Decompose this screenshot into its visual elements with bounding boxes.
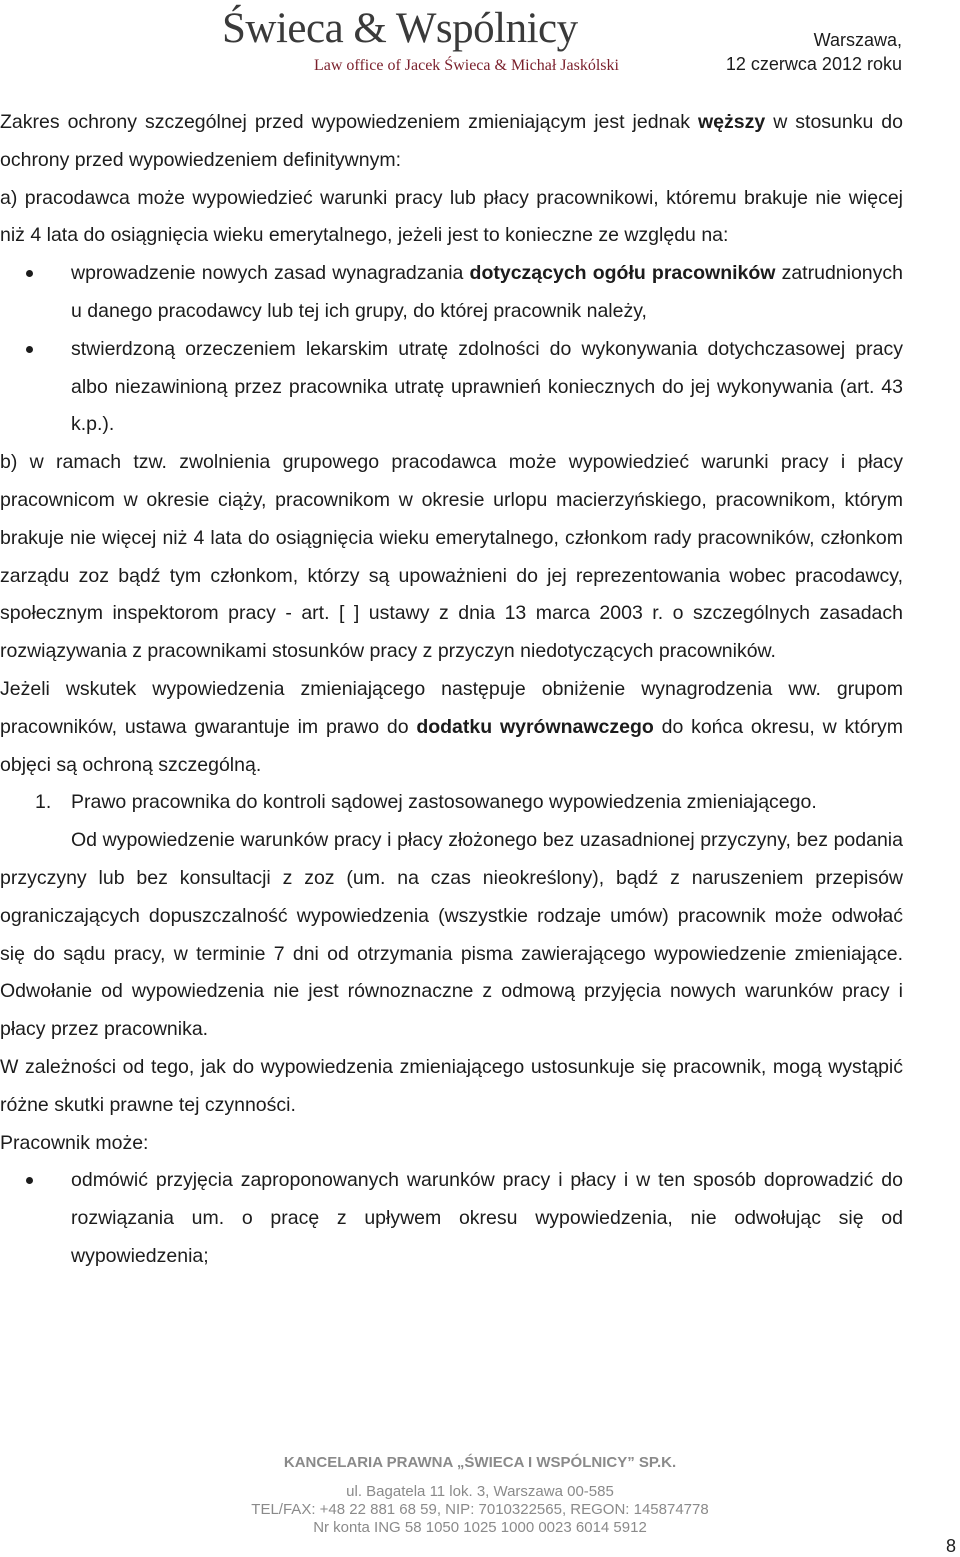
footer-contact: TEL/FAX: +48 22 881 68 59, NIP: 7010322565, REGON: 145874778 bbox=[251, 1501, 709, 1518]
footer-company-name: KANCELARIA PRAWNA „ŚWIECA I WSPÓLNICY” SP.K. bbox=[283, 1454, 677, 1471]
paragraph-point-b: b) w ramach tzw. zwolnienia grupowego pracodawca może wypowiedzieć warunki pracy i płacy pracownicom w okresie ciąży, pracownikom w okresie urlopu macierzyńskiego, pracownikom, którym brakuje nie więcej niż 4 lata do osiągnięcia wieku emerytalnego, członkom rady pracowników, członkom zarządu zoz bądź tym członkom, którzy są upoważnieni do jej reprezentowania wobec pracodawcy, społecznym inspektorom pracy - art. [ ] ustawy z dnia 13 marca 2003 r. o szczególnych zasadach rozwiązywania z pracownikami stosunków pracy z przyczyn niedotyczących pracowników. bbox=[0, 451, 903, 663]
heading-text: Prawo pracownika do kontroli sądowej zastosowanego wypowiedzenia zmieniającego. bbox=[71, 791, 817, 814]
numbered-heading bbox=[0, 784, 903, 822]
footer-address: ul. Bagatela 11 lok. 3, Warszawa 00-585 bbox=[346, 1483, 614, 1500]
paragraph-consequences: W zależności od tego, jak do wypowiedzenia zmieniającego ustosunkuje się pracownik, mogą wystąpić różne skutki prawne tej czynności. bbox=[0, 1055, 903, 1116]
text-span: Jeżeli wskutek wypowiedzenia zmieniającego następuje obniżenie wynagrodzenia ww. grupom pracowników, ustawa gwarantuje im prawo do bbox=[0, 677, 903, 738]
heading-number: 1. bbox=[35, 791, 52, 814]
footer-bank-account: Nr konta ING 58 1050 1025 1000 0023 6014 5912 bbox=[313, 1519, 647, 1536]
logo-subtitle: Law office of Jacek Świeca & Michał Jaskólski bbox=[314, 57, 619, 74]
paragraph-appeal: Od wypowiedzenie warunków pracy i płacy złożonego bez uzasadnionej przyczyny, bez podania przyczyny lub bez konsultacji z zoz (um. na czas nieokreślony), bądź z naruszeniem przepisów ograniczających dopuszczalność wypowiedzenia (wszystkie rodzaje umów) pracownik może odwołać się do sądu pracy, w terminie 7 dni od otrzymania pisma zawierającego wypowiedzenie zmieniające. Odwołanie od wypowiedzenia nie jest równoznaczne z odmową przyjęcia nowych warunków pracy i płacy przez pracownika. bbox=[0, 829, 903, 1041]
text-span: w stosunku do ochrony przed wypowiedzeniem definitywnym: bbox=[0, 111, 904, 171]
emphasis: dodatku wyrównawczego bbox=[416, 715, 654, 738]
text-span: zatrudnionych u danego pracodawcy lub tej ich grupy, do której pracownik należy, bbox=[71, 262, 904, 322]
paragraph-compensation bbox=[0, 671, 903, 784]
text-span: Zakres ochrony szczególnej przed wypowiedzeniem zmieniającym jest jednak bbox=[0, 111, 698, 133]
bullet-item bbox=[0, 1162, 903, 1275]
emphasis: dotyczących ogółu pracowników bbox=[469, 262, 776, 285]
document-body bbox=[0, 104, 903, 1276]
bullet-icon bbox=[26, 270, 33, 277]
paragraph-employee-may: Pracownik może: bbox=[0, 1131, 149, 1154]
document-place: Warszawa, bbox=[813, 30, 902, 50]
bullet-icon bbox=[26, 1177, 33, 1184]
paragraph-point-a: a) pracodawca może wypowiedzieć warunki pracy lub płacy pracownikowi, któremu brakuje nie więcej niż 4 lata do osiągnięcia wieku emerytalnego, jeżeli jest to konieczne ze względu na: bbox=[0, 186, 903, 247]
paragraph-scope bbox=[0, 104, 903, 180]
document-date: 12 czerwca 2012 roku bbox=[725, 54, 902, 74]
company-logo bbox=[222, 0, 702, 80]
page-number: 8 bbox=[945, 1536, 956, 1556]
text-span: wprowadzenie nowych zasad wynagradzania bbox=[71, 262, 470, 285]
text-span: stwierdzoną orzeczeniem lekarskim utratę zdolności do wykonywania dotychczasowej pracy albo niezawinioną przez pracownika utratę uprawnień koniecznych do jej wykonywania (art. 43 k.p.). bbox=[71, 337, 903, 436]
emphasis: węższy bbox=[698, 111, 766, 133]
text-span: do końca okresu, w którym objęci są ochroną szczególną. bbox=[0, 715, 903, 776]
bullet-item bbox=[0, 331, 903, 444]
text-span: odmówić przyjęcia zaproponowanych warunków pracy i płacy i w ten sposób doprowadzić do rozwiązania um. o pracę z upływem okresu wypowiedzenia, nie odwołując się od wypowiedzenia; bbox=[71, 1169, 903, 1267]
bullet-item bbox=[0, 255, 903, 331]
logo-main-text: Świeca & Wspólnicy bbox=[222, 5, 578, 52]
bullet-icon bbox=[26, 346, 33, 353]
